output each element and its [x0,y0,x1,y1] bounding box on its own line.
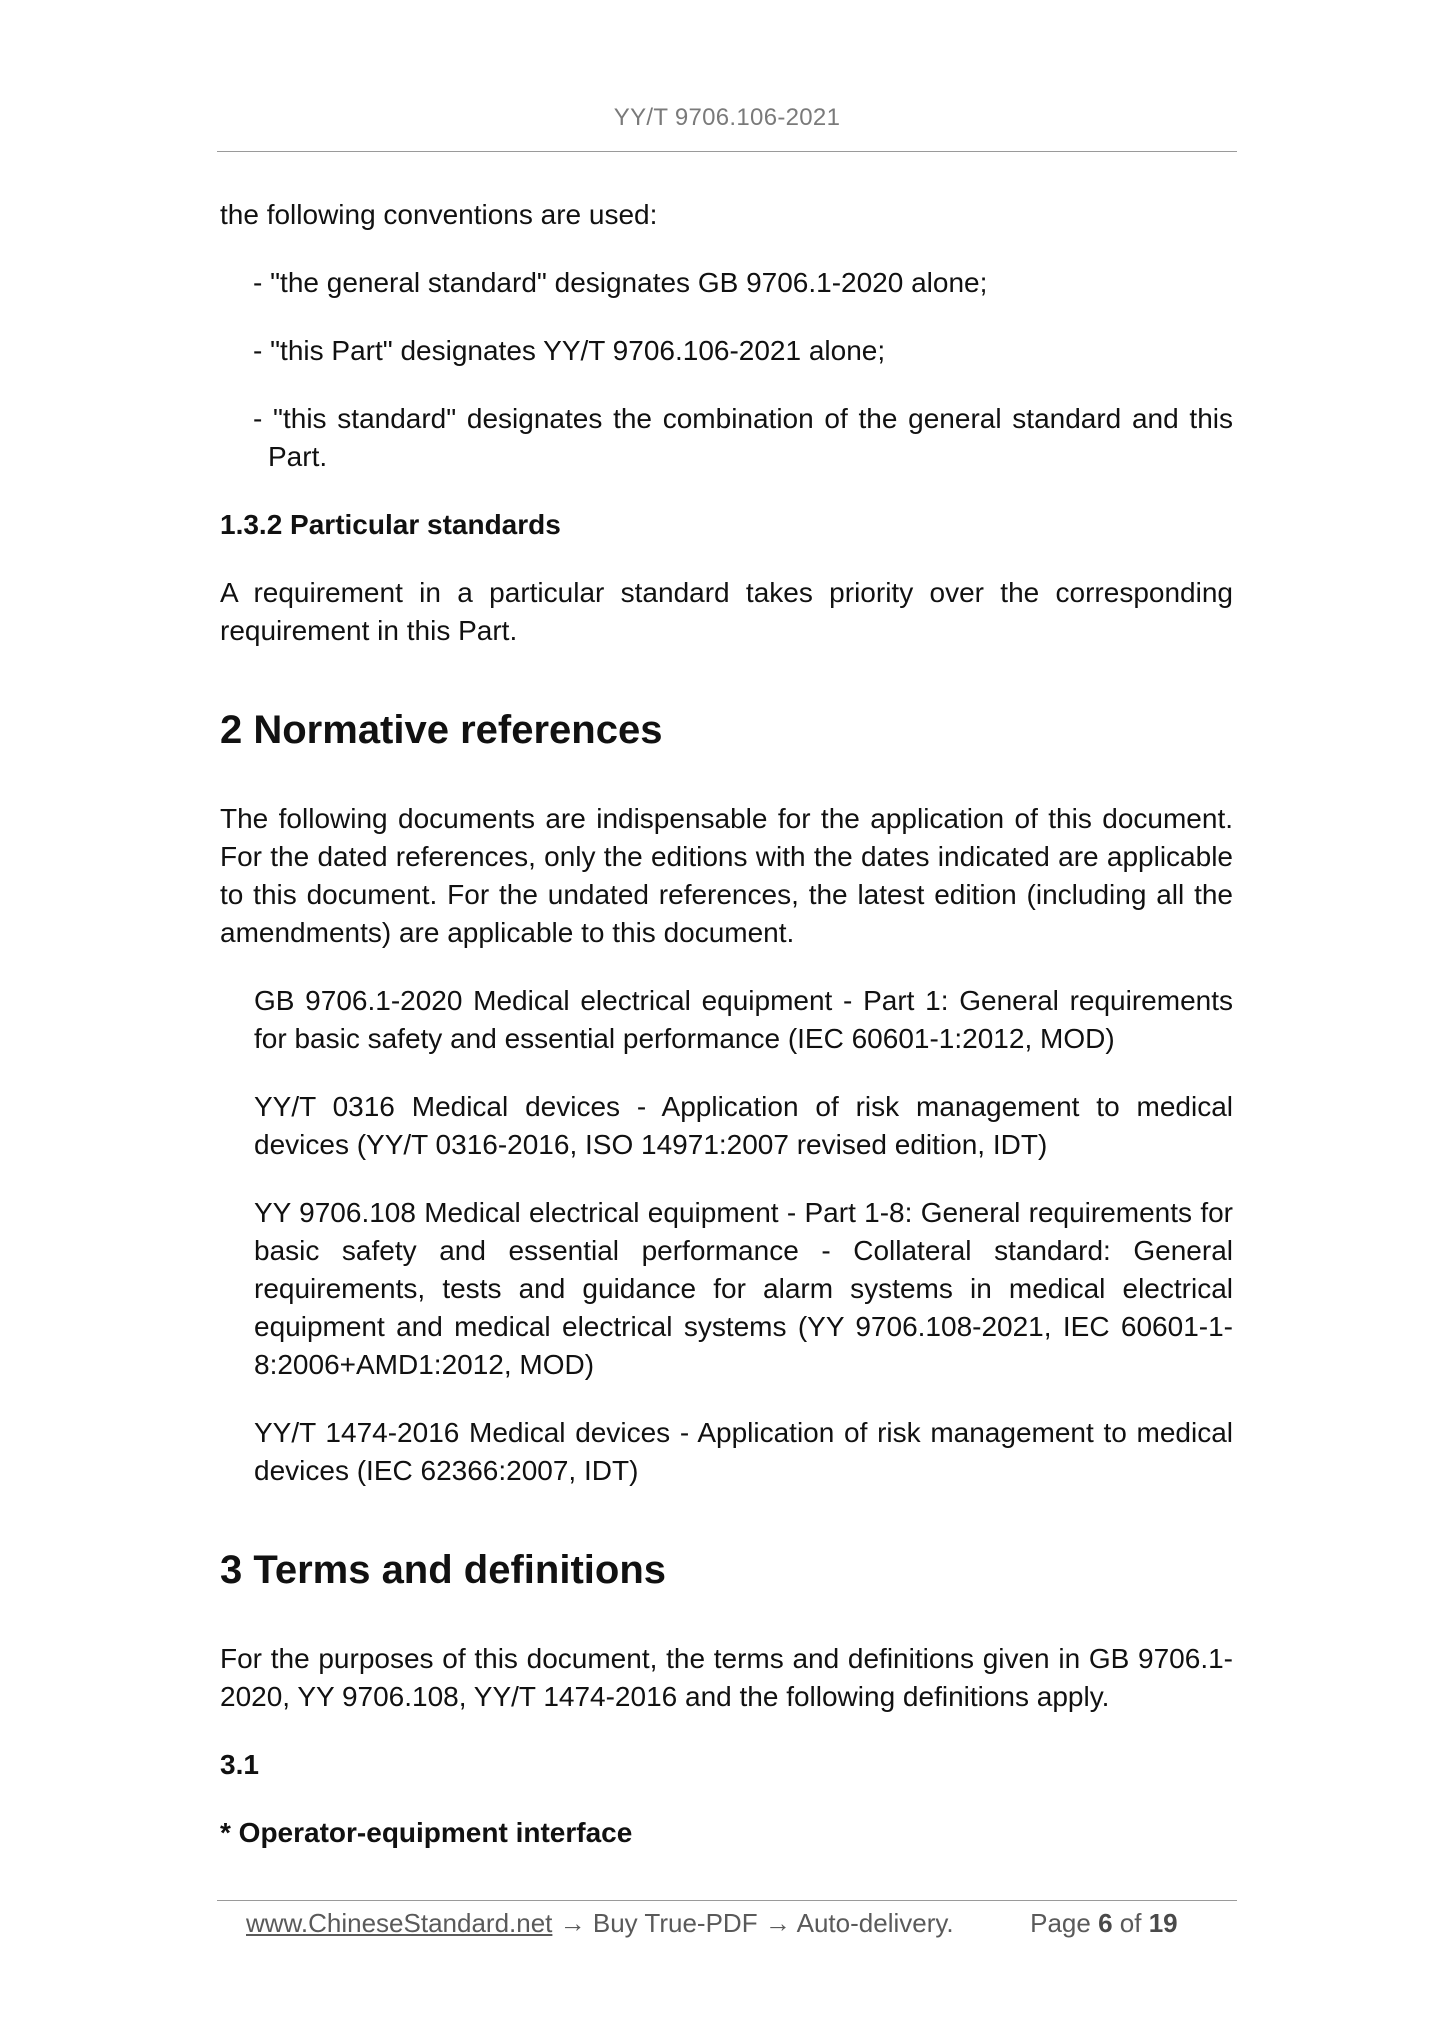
total-pages: 19 [1148,1908,1178,1938]
conventions-intro: the following conventions are used: [220,199,658,230]
section-heading-2: 2 Normative references [220,708,663,752]
page-header: YY/T 9706.106-2021 [613,104,841,131]
buy-pdf-text: Buy True-PDF [592,1908,758,1938]
section-text-1-3-2: A requirement in a particular standard takes priority over the corresponding requirement in this Part. [220,577,1233,646]
header-divider [217,151,1237,152]
auto-delivery-text: Auto-delivery. [796,1908,954,1938]
arrow-right-icon: → [764,1908,791,1938]
section-heading-3: 3 Terms and definitions [220,1548,666,1592]
term-title: * Operator-equipment interface [220,1817,633,1848]
term-number: 3.1 [220,1749,259,1780]
arrow-right-icon: → [559,1908,586,1938]
page-footer [246,1908,1178,1939]
section-intro-2: The following documents are indispensable for the application of this document. For the dated references, only the editions with the dates indicated are applicable to this document. For the undated references, the latest edition (including all the amendments) are applicable to this document. [220,803,1233,948]
section-intro-3: For the purposes of this document, the terms and definitions given in GB 9706.1-2020, YY 9706.108, YY/T 1474-2016 and the following definitions apply. [220,1643,1233,1712]
convention-item: - "this Part" designates YY/T 9706.106-2021 alone; [253,335,886,366]
section-heading-1-3-2: 1.3.2 Particular standards [220,509,561,540]
normative-reference: GB 9706.1-2020 Medical electrical equipment - Part 1: General requirements for basic safety and essential performance (IEC 60601-1:2012, MOD) [254,985,1233,1054]
convention-item: - "the general standard" designates GB 9706.1-2020 alone; [253,267,988,298]
page-number: 6 [1098,1908,1113,1938]
footer-divider [217,1900,1237,1901]
website-link[interactable]: www.ChineseStandard.net [246,1908,553,1938]
normative-reference: YY/T 0316 Medical devices - Application of risk management to medical devices (YY/T 0316-2016, ISO 14971:2007 revised edition, IDT) [254,1091,1233,1160]
normative-reference: YY/T 1474-2016 Medical devices - Application of risk management to medical devices (IEC 62366:2007, IDT) [254,1417,1233,1486]
page-label: Page [1030,1908,1091,1938]
of-label: of [1119,1908,1142,1938]
normative-reference: YY 9706.108 Medical electrical equipment - Part 1-8: General requirements for basic safety and essential performance - Collateral standard: General requirements, tests and guidance for alarm systems in medical electrical equipment and medical electrical systems (YY 9706.108-2021, IEC 60601-1-8:2006+AMD1:2012, MOD) [254,1197,1233,1380]
convention-item: - "this standard" designates the combination of the general standard and this Part. [253,403,1233,472]
page-body [220,196,1233,1882]
